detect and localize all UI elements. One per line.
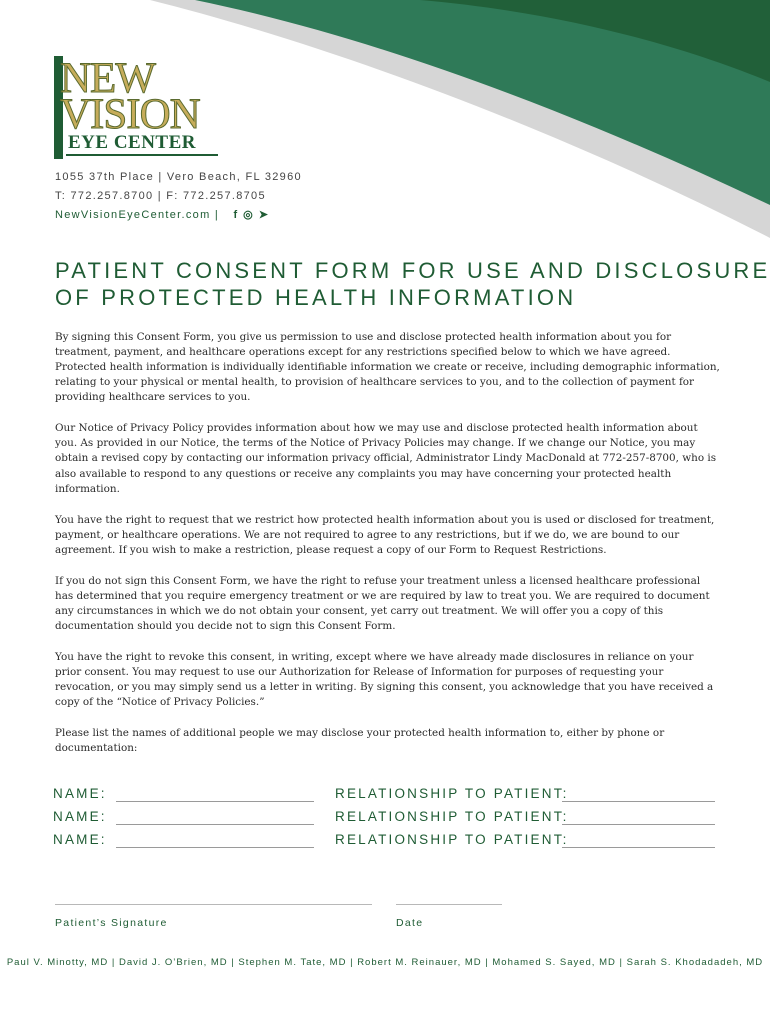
date-label: Date — [396, 917, 424, 929]
name-label: NAME: — [53, 786, 107, 801]
relationship-label: RELATIONSHIP TO PATIENT: — [335, 786, 569, 801]
logo — [54, 56, 224, 160]
relationship-input-line[interactable] — [562, 847, 715, 848]
name-input-line[interactable] — [116, 801, 314, 802]
paragraph-refusal: If you do not sign this Consent Form, we have the right to refuse your treatment unless a licensed healthcare professional has determined that you require emergency treatment or we are required by law to treat you. We are required to document any circumstances in which we do not obtain your consent, yet carry out treatment. We will offer you a copy of this documentation should you decide not to sign this Consent Form. — [55, 574, 710, 632]
logo-text-new: NEW — [60, 55, 155, 102]
website-link[interactable]: NewVisionEyeCenter.com | — [55, 209, 220, 221]
address: 1055 37th Place | Vero Beach, FL 32960 — [55, 171, 302, 183]
phone-fax: T: 772.257.8700 | F: 772.257.8705 — [55, 190, 266, 202]
relationship-label: RELATIONSHIP TO PATIENT: — [335, 832, 569, 847]
name-label: NAME: — [53, 809, 107, 824]
date-line[interactable] — [396, 904, 502, 905]
consent-body — [55, 330, 720, 772]
paragraph-privacy-notice: Our Notice of Privacy Policy provides information about how we may use and disclose protected health information about you. As provided in our Notice, the terms of the Notice of Privacy Policies may change. If we change our Notice, you may obtain a revised copy by contacting our information privacy official, Administrator Lindy MacDonald at 772-257-8700, who is also available to respond to any questions or receive any complaints you may have concerning your protected health information. — [55, 422, 717, 495]
logo-underline — [66, 154, 218, 156]
relationship-label: RELATIONSHIP TO PATIENT: — [335, 809, 569, 824]
field-row — [53, 809, 723, 829]
signature-line[interactable] — [55, 904, 372, 905]
relationship-input-line[interactable] — [562, 824, 715, 825]
form-title — [55, 257, 770, 311]
signature-label: Patient’s Signature — [55, 917, 168, 929]
social-icons — [233, 206, 274, 225]
paragraph-additional-people: Please list the names of additional people we may disclose your protected health information to, either by phone or documentation: — [55, 726, 665, 755]
relationship-input-line[interactable] — [562, 801, 715, 802]
title-line-1: PATIENT CONSENT FORM FOR USE AND DISCLOSURE — [55, 258, 770, 283]
facebook-icon[interactable]: f — [233, 209, 244, 221]
title-line-2: OF PROTECTED HEALTH INFORMATION — [55, 285, 577, 310]
logo-text-vision: VISION — [60, 91, 200, 138]
paragraph-revoke: You have the right to revoke this consent, in writing, except where we have already made disclosures in reliance on your prior consent. You may request to use our Authorization for Release of Information for purposes of requesting your revocation, or you may simply send us a letter in writing. By signing this consent, you acknowledge that you have received a copy of the “Notice of Privacy Policies.” — [55, 650, 714, 709]
field-row — [53, 786, 723, 806]
paragraph-consent-permission: By signing this Consent Form, you give us permission to use and disclose protected health information about you for treatment, payment, and healthcare operations except for any restrictions specified below to which we have agreed. Protected health information is individually identifiable information we create or receive, including demographic information, relating to your physical or mental health, to provision of healthcare services to you, and to the collection of payment for providing healthcare services to you. — [55, 331, 720, 404]
twitter-icon[interactable]: ➤ — [258, 209, 274, 221]
instagram-icon[interactable]: ◎ — [243, 209, 259, 221]
logo-text-eye-center: EYE CENTER — [68, 132, 196, 153]
physician-list: Paul V. Minotty, MD | David J. O’Brien, MD | Stephen M. Tate, MD | Robert M. Reinauer, MD | Mohamed S. Sayed, MD | Sarah S. Khodadadeh, MD — [6, 957, 764, 968]
name-input-line[interactable] — [116, 824, 314, 825]
name-label: NAME: — [53, 832, 107, 847]
paragraph-restrictions: You have the right to request that we restrict how protected health information about you is used or disclosed for treatment, payment, or healthcare operations. We are not required to agree to any restrictions, but if we do, we are bound to our agreement. If you wish to make a restriction, please request a copy of our Form to Request Restrictions. — [55, 513, 715, 556]
contact-info — [55, 168, 302, 225]
name-input-line[interactable] — [116, 847, 314, 848]
field-row — [53, 832, 723, 852]
